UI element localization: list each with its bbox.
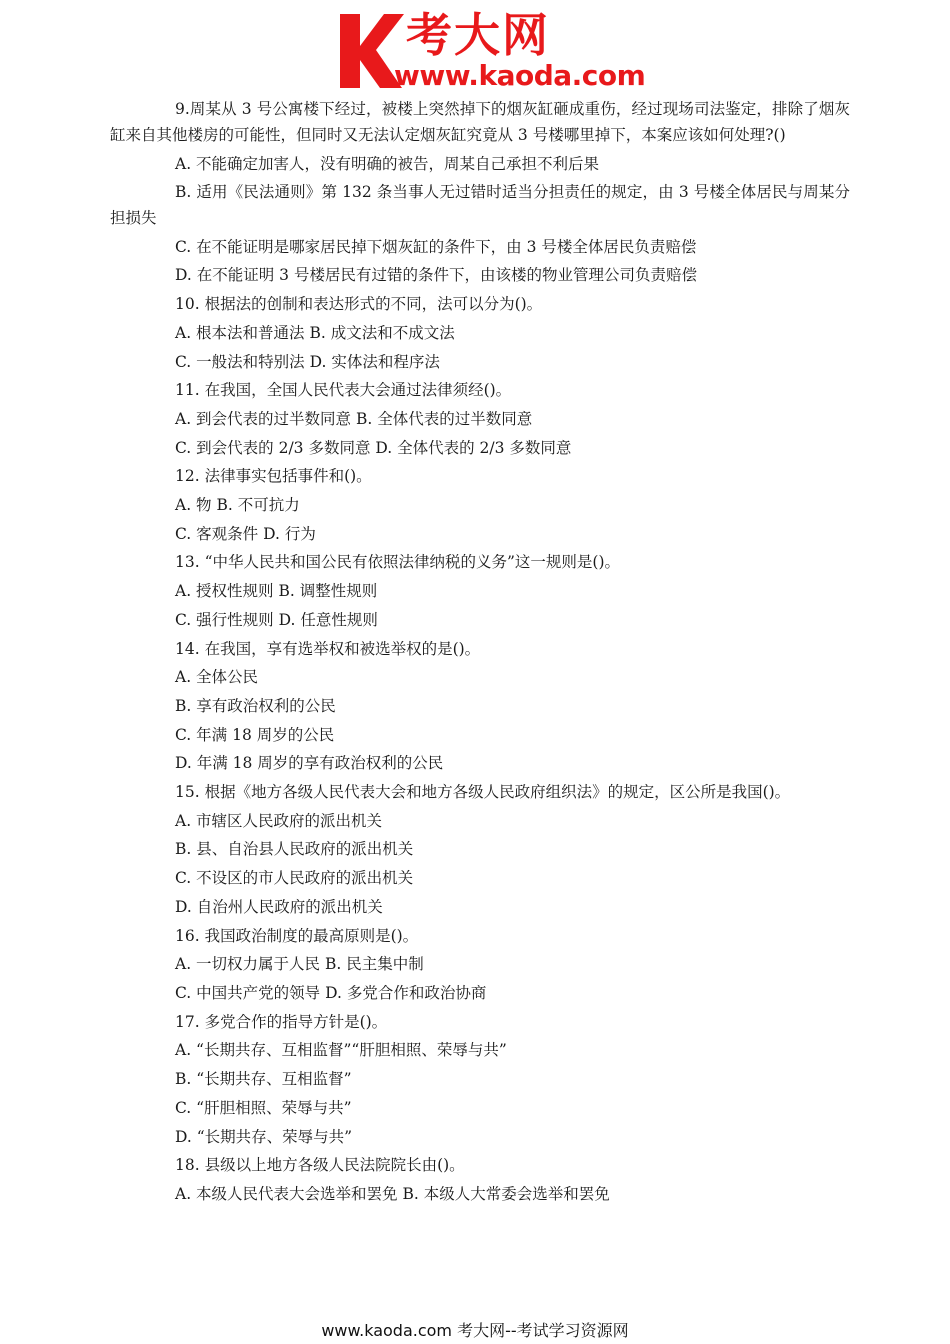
question-9-option-a: A. 不能确定加害人，没有明确的被告，周某自己承担不利后果 — [175, 155, 600, 173]
question-9-option-d: D. 在不能证明 3 号楼居民有过错的条件下，由该楼的物业管理公司负责赔偿 — [175, 266, 697, 285]
question-15-option-a: A. 市辖区人民政府的派出机关 — [175, 811, 383, 830]
site-logo[interactable] — [338, 10, 668, 94]
question-12-options-ab: A. 物 B. 不可抗力 — [175, 496, 300, 515]
question-17-stem: 17. 多党合作的指导方针是()。 — [175, 1012, 388, 1031]
question-16-options-cd: C. 中国共产党的领导 D. 多党合作和政治协商 — [175, 983, 487, 1002]
question-17-option-a: A. “长期共存、互相监督”“肝胆相照、荣辱与共” — [175, 1041, 507, 1060]
question-12-stem: 12. 法律事实包括事件和()。 — [175, 467, 372, 486]
question-9-option-c: C. 在不能证明是哪家居民掉下烟灰缸的条件下，由 3 号楼全体居民负责赔偿 — [175, 237, 697, 256]
question-11-options-ab: A. 到会代表的过半数同意 B. 全体代表的过半数同意 — [175, 409, 533, 428]
question-12-options-cd: C. 客观条件 D. 行为 — [175, 524, 316, 543]
question-17-option-d: D. “长期共存、荣辱与共” — [175, 1127, 353, 1146]
document-body — [110, 96, 850, 1209]
logo-url: www.kaoda.com — [394, 59, 646, 92]
question-16-stem: 16. 我国政治制度的最高原则是()。 — [175, 926, 419, 945]
question-15-stem: 15. 根据《地方各级人民代表大会和地方各级人民政府组织法》的规定，区公所是我国()。 — [175, 783, 791, 802]
question-10-options-cd: C. 一般法和特别法 D. 实体法和程序法 — [175, 352, 440, 371]
question-14-stem: 14. 在我国，享有选举权和被选举权的是()。 — [175, 639, 481, 658]
question-15-option-b: B. 县、自治县人民政府的派出机关 — [175, 840, 414, 859]
question-13-stem: 13. “中华人民共和国公民有依照法律纳税的义务”这一规则是()。 — [175, 553, 621, 572]
page-footer[interactable]: www.kaoda.com 考大网--考试学习资源网 — [321, 1321, 629, 1340]
question-9-stem: 9.周某从 3 号公寓楼下经过，被楼上突然掉下的烟灰缸砸成重伤，经过现场司法鉴定，排除了烟灰缸来自其他楼房的可能性，但同时又无法认定烟灰缸究竟从 3 号楼哪里掉下，本案应该如何处理?() — [110, 100, 850, 144]
question-15-option-d: D. 自治州人民政府的派出机关 — [175, 897, 383, 916]
question-10-stem: 10. 根据法的创制和表达形式的不同，法可以分为()。 — [175, 295, 543, 314]
question-18-options-ab: A. 本级人民代表大会选举和罢免 B. 本级人大常委会选举和罢免 — [175, 1184, 610, 1203]
question-14-option-a: A. 全体公民 — [175, 668, 259, 687]
question-16-options-ab: A. 一切权力属于人民 B. 民主集中制 — [175, 955, 424, 974]
question-17-option-c: C. “肝胆相照、荣辱与共” — [175, 1098, 352, 1117]
question-9-option-b: B. 适用《民法通则》第 132 条当事人无过错时适当分担责任的规定，由 3 号楼全体居民与周某分担损失 — [110, 182, 850, 227]
question-18-stem: 18. 县级以上地方各级人民法院院长由()。 — [175, 1156, 465, 1175]
question-14-option-b: B. 享有政治权利的公民 — [175, 696, 336, 715]
question-14-option-c: C. 年满 18 周岁的公民 — [175, 725, 335, 744]
question-17-option-b: B. “长期共存、互相监督” — [175, 1070, 352, 1089]
question-11-stem: 11. 在我国，全国人民代表大会通过法律须经()。 — [175, 381, 512, 400]
question-13-options-cd: C. 强行性规则 D. 任意性规则 — [175, 610, 378, 629]
question-10-options-ab: A. 根本法和普通法 B. 成文法和不成文法 — [175, 323, 455, 342]
question-11-options-cd: C. 到会代表的 2/3 多数同意 D. 全体代表的 2/3 多数同意 — [175, 438, 572, 457]
question-15-option-c: C. 不设区的市人民政府的派出机关 — [175, 869, 414, 888]
logo-text: 考大网 — [406, 8, 550, 62]
question-13-options-ab: A. 授权性规则 B. 调整性规则 — [175, 582, 378, 601]
question-14-option-d: D. 年满 18 周岁的享有政治权利的公民 — [175, 754, 444, 773]
